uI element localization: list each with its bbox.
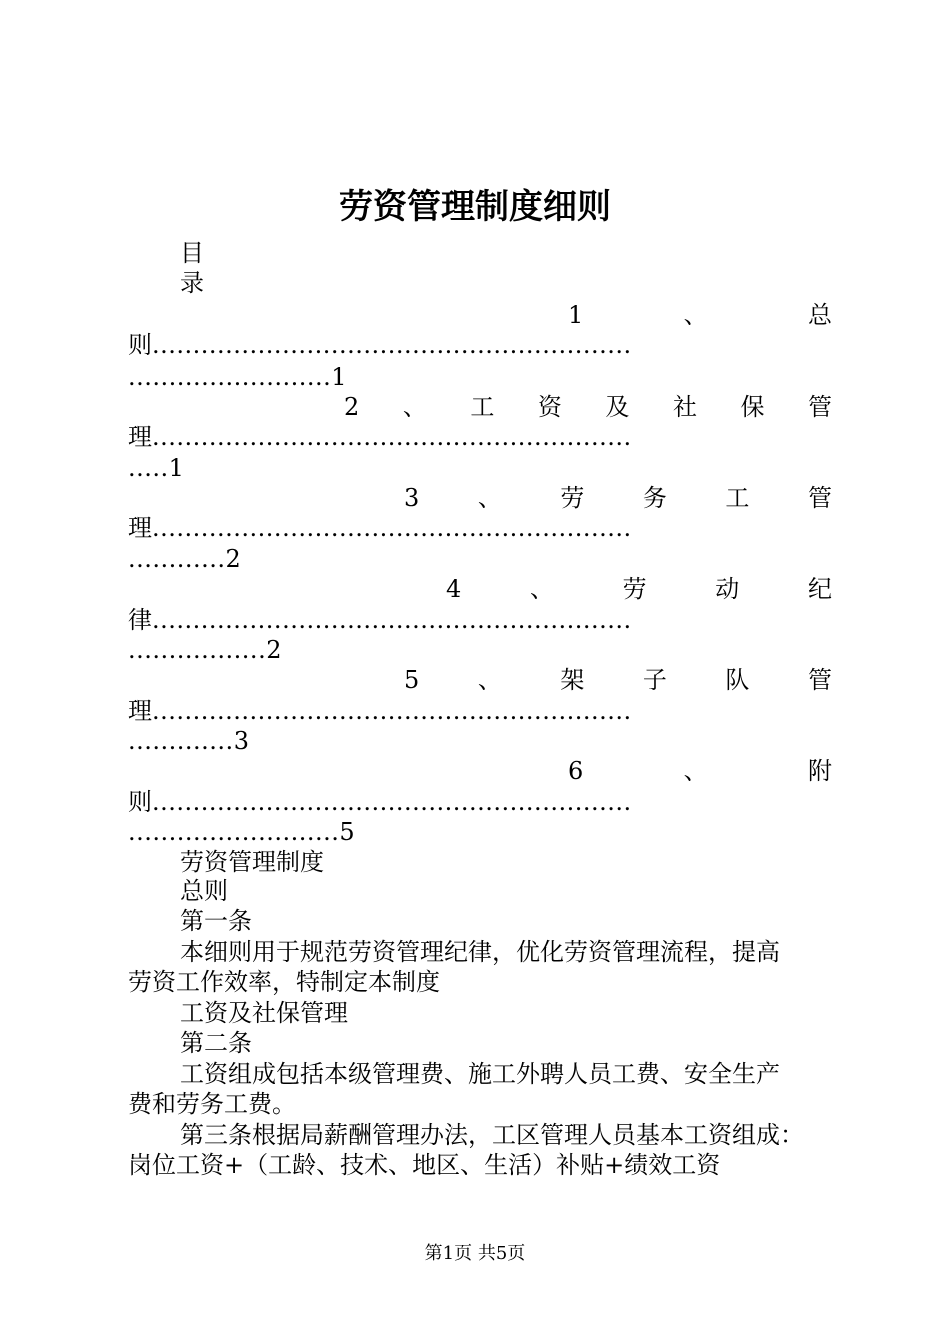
toc-entry-separator: 、 (683, 757, 708, 785)
toc-entry-char: 管 (808, 393, 832, 421)
toc-entry-char: 附 (808, 757, 832, 785)
toc-leader-dots: ........................................................... (152, 514, 632, 542)
toc-entry-2-line (128, 422, 832, 452)
body-heading-general: 总则 (180, 877, 228, 905)
toc-entry-char: 理 (128, 423, 152, 451)
toc-page-number: 1 (331, 363, 347, 391)
toc-entry-1-page (128, 362, 832, 392)
toc-entry-char: 保 (740, 393, 765, 421)
article-1-text-line-1: 本细则用于规范劳资管理纪律，优化劳资管理流程，提高 (180, 938, 780, 966)
toc-entry-char: 劳 (622, 575, 647, 603)
toc-leader-dots: ......................... (128, 363, 332, 391)
article-1-text-line-2: 劳资工作效率，特制定本制度 (128, 968, 440, 996)
toc-entry-5-head (404, 665, 832, 695)
toc-leader-dots: ............ (128, 545, 226, 573)
toc-entry-char: 纪 (807, 575, 832, 603)
toc-entry-char: 则 (128, 788, 152, 816)
toc-heading-lu: 录 (180, 269, 204, 297)
toc-entry-number: 3 (404, 484, 420, 512)
toc-entry-3-head (404, 483, 832, 513)
toc-entry-number: 1 (568, 301, 584, 329)
toc-leader-dots: ........................................................... (152, 697, 632, 725)
toc-entry-char: 子 (642, 666, 667, 694)
toc-page-number: 3 (233, 727, 249, 755)
toc-entry-6-line (128, 787, 832, 817)
toc-entry-number: 6 (568, 757, 584, 785)
body-heading-wage: 工资及社保管理 (180, 999, 348, 1027)
toc-page-number: 1 (168, 454, 184, 482)
toc-entry-4-head (446, 574, 832, 604)
toc-entry-number: 4 (446, 575, 462, 603)
toc-leader-dots: ............. (128, 727, 234, 755)
toc-entry-char: 架 (560, 666, 585, 694)
toc-entry-separator: 、 (477, 484, 502, 512)
body-heading-main: 劳资管理制度 (180, 848, 324, 876)
toc-page-number: 5 (339, 818, 355, 846)
toc-entry-char: 社 (672, 393, 697, 421)
article-2-text-line-1: 工资组成包括本级管理费、施工外聘人员工费、安全生产 (180, 1060, 780, 1088)
article-2-label: 第二条 (180, 1029, 252, 1057)
toc-entry-3-line (128, 513, 832, 543)
toc-entry-char: 则 (128, 331, 152, 359)
toc-heading-mu: 目 (180, 239, 204, 267)
toc-entry-char: 劳 (560, 484, 585, 512)
toc-entry-char: 管 (807, 666, 832, 694)
toc-leader-dots: ................. (128, 636, 267, 664)
toc-entry-separator: 、 (402, 393, 427, 421)
toc-entry-separator: 、 (477, 666, 502, 694)
toc-leader-dots: ........................................................... (152, 788, 632, 816)
toc-entry-separator: 、 (683, 301, 708, 329)
toc-page-number: 2 (225, 545, 241, 573)
toc-entry-5-page (128, 726, 832, 756)
toc-entry-2-page (128, 453, 832, 483)
toc-entry-char: 总 (808, 301, 832, 329)
page-footer: 第1页 共5页 (424, 1243, 526, 1264)
toc-entry-char: 工 (725, 484, 750, 512)
toc-entry-char: 及 (605, 393, 630, 421)
toc-entry-number: 5 (404, 666, 420, 694)
article-3-text-line-1: 第三条根据局薪酬管理办法，工区管理人员基本工资组成： (180, 1121, 804, 1149)
toc-leader-dots: ..... (128, 454, 169, 482)
toc-entry-char: 理 (128, 514, 152, 542)
toc-entry-number: 2 (344, 393, 360, 421)
toc-entry-char: 动 (715, 575, 740, 603)
article-1-label: 第一条 (180, 907, 252, 935)
toc-entry-char: 工 (470, 393, 495, 421)
toc-entry-6-page (128, 817, 832, 847)
toc-entry-separator: 、 (529, 575, 554, 603)
toc-entry-char: 资 (537, 393, 562, 421)
toc-page-number: 2 (266, 636, 282, 664)
toc-entry-1-line (128, 330, 832, 360)
toc-entry-2-head (344, 392, 832, 422)
toc-entry-1-head (568, 300, 832, 330)
toc-entry-char: 理 (128, 697, 152, 725)
toc-entry-5-line (128, 696, 832, 726)
toc-leader-dots: ........................................................... (152, 606, 632, 634)
toc-leader-dots: ........................................................... (152, 331, 632, 359)
toc-entry-char: 管 (807, 484, 832, 512)
toc-leader-dots: ........................................................... (152, 423, 632, 451)
article-2-text-line-2: 费和劳务工费。 (128, 1090, 296, 1118)
document-title: 劳资管理制度细则 (339, 187, 611, 227)
toc-entry-4-line (128, 605, 832, 635)
toc-entry-char: 律 (128, 606, 152, 634)
toc-entry-3-page (128, 544, 832, 574)
toc-leader-dots: .......................... (128, 818, 340, 846)
toc-entry-4-page (128, 635, 832, 665)
article-3-text-line-2: 岗位工资+（工龄、技术、地区、生活）补贴+绩效工资 (128, 1151, 721, 1179)
toc-entry-char: 队 (725, 666, 750, 694)
toc-entry-6-head (568, 756, 832, 786)
toc-entry-char: 务 (642, 484, 667, 512)
